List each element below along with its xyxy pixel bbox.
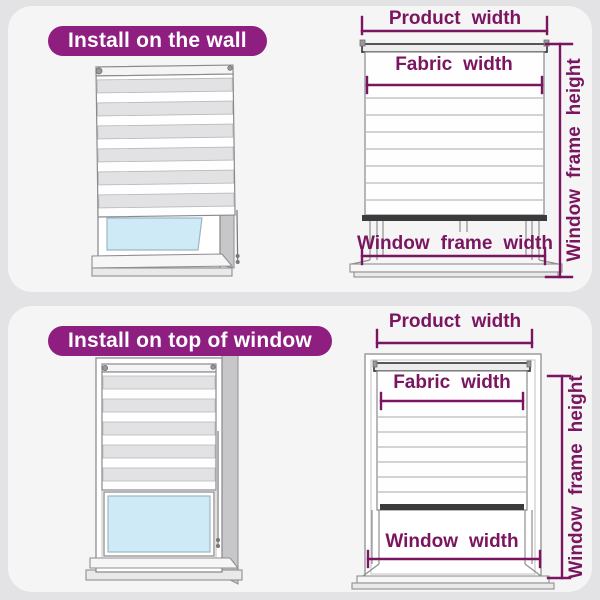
diagram-sill [357,576,549,583]
diagram-sill-base [354,272,558,277]
pull-chain [237,210,238,261]
window-glass [108,496,210,552]
panel-install-on-wall [8,6,592,292]
window-frame-height-label: Window frame height [564,58,585,262]
diagram-cassette [362,44,547,52]
window-width-label: Window width [385,531,519,552]
product-width-dimension [377,311,532,347]
bracket-icon [527,361,531,367]
product-width-dimension [362,8,547,34]
window-sill-front [92,268,232,276]
fabric-stripe [98,147,233,162]
diagram-bottom-bar [362,215,547,221]
diagram-bottom-bar [380,504,524,510]
window-frame-width-dimension [357,233,553,264]
window-frame-height-label: Window frame height [566,375,587,579]
badge-install-on-top-of-window: Install on top of window [48,326,332,356]
fabric-stripe [103,399,215,412]
diagram-fabric [365,52,544,215]
bracket-icon [96,68,102,74]
wall-measurement-diagram [350,8,585,277]
blind-cassette [102,364,216,372]
chain-bead [216,538,220,542]
diagram-sill-base [352,583,554,589]
bracket-icon [211,365,215,369]
fabric-stripe [103,468,215,481]
bracket-icon [360,40,365,46]
window-frame-height-dimension [548,375,587,579]
fabric-stripe [97,78,232,93]
fabric-stripe [103,445,215,458]
window-frame-width-label: Window frame width [357,233,553,254]
fabric-stripe [97,101,232,116]
chain-bead [236,254,240,258]
diagram-cassette [374,363,530,371]
chain-bead [216,544,220,548]
window-glass [107,218,202,250]
window-sill [90,558,238,568]
bracket-icon [102,365,107,370]
diagram-sill [350,264,562,272]
inside-blind-illustration [102,364,216,490]
inside-measurement-diagram [352,311,587,589]
sill-diagonal [539,260,558,264]
fabric-stripe [98,124,233,139]
product-width-label: Product width [388,311,522,332]
product-width-label: Product width [388,8,522,29]
bracket-icon [373,361,377,367]
fabric-stripe [99,193,234,208]
fabric-stripe [103,376,215,389]
fabric-stripe [103,422,215,435]
chain-bead [236,260,240,264]
window-reveal [222,350,238,584]
fabric-stripe [98,170,233,185]
fabric-width-label: Fabric width [395,54,513,75]
panel-install-on-top-of-window [8,306,592,592]
badge-install-on-wall: Install on the wall [48,26,267,56]
window-sill [92,254,232,268]
bracket-icon [228,66,232,70]
fabric-width-label: Fabric width [393,372,511,393]
